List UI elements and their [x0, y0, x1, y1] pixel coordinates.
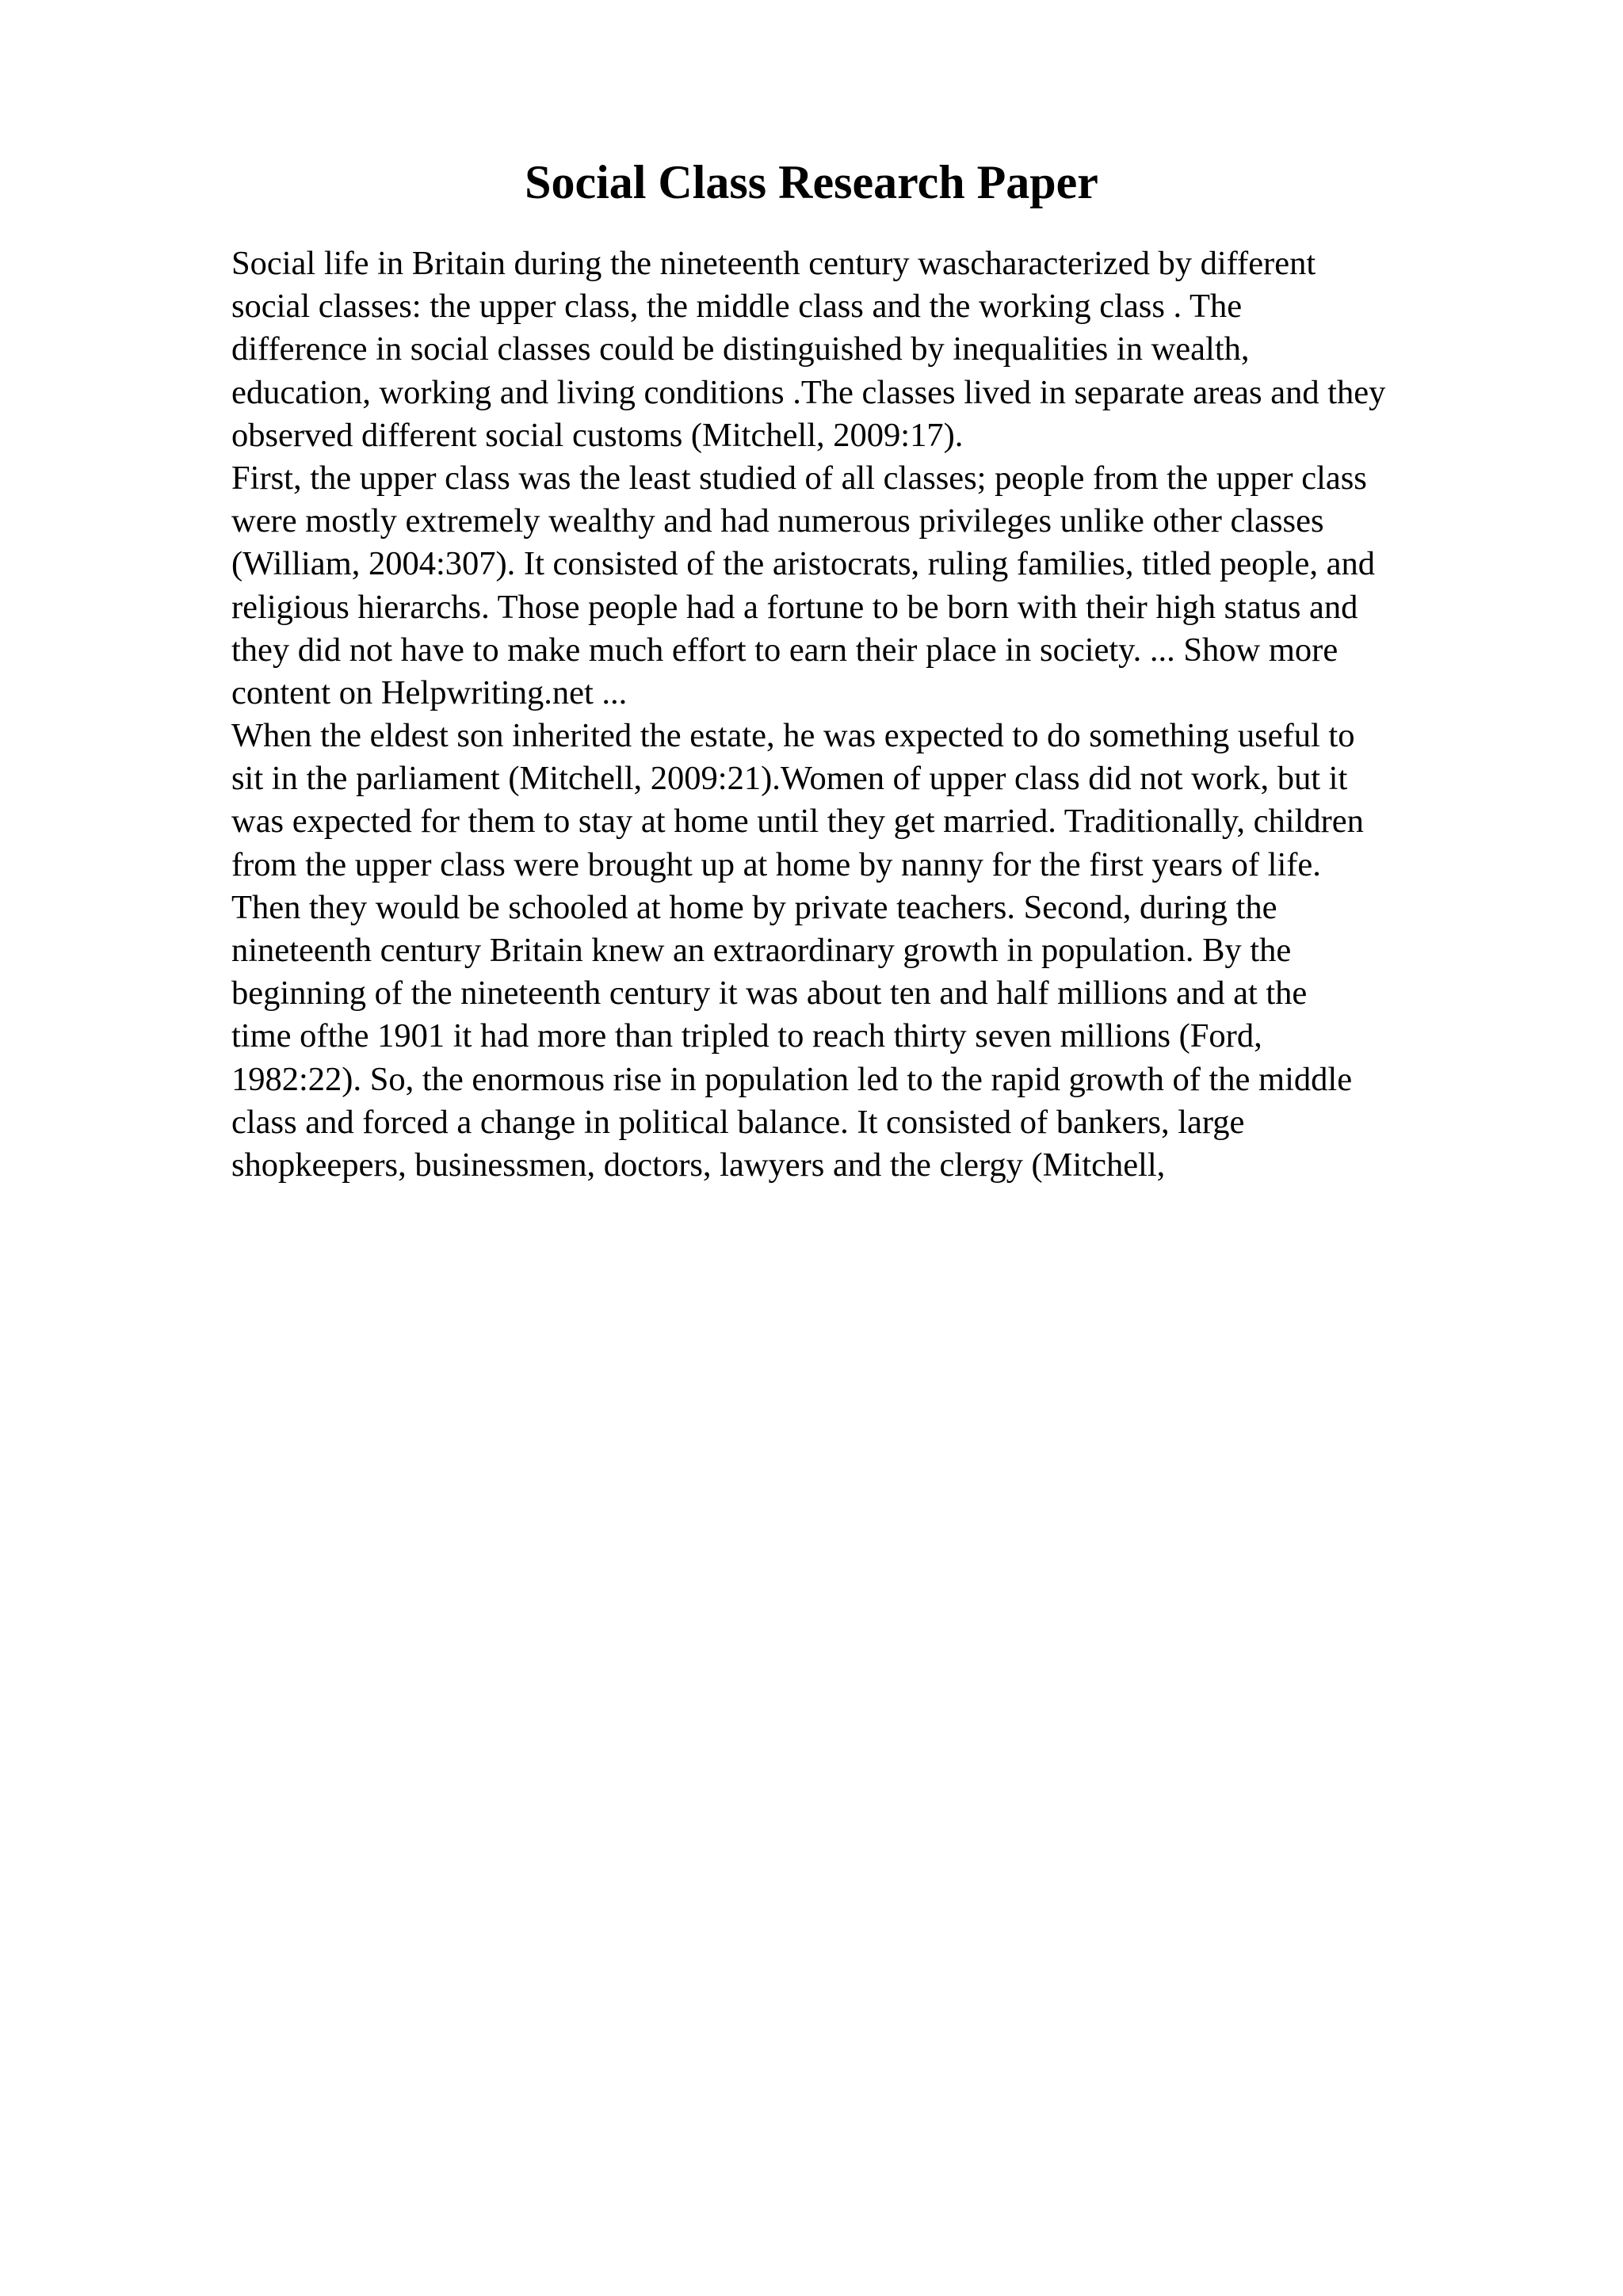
text-line: education, working and living conditions .The classes lived in separate areas and they	[231, 373, 1386, 411]
text-line: religious hierarchs. Those people had a fortune to be born with their high status and	[231, 588, 1358, 626]
text-line: beginning of the nineteenth century it was about ten and half millions and at the	[231, 974, 1308, 1013]
text-line: 1982:22). So, the enormous rise in population led to the rapid growth of the middle	[231, 1060, 1353, 1098]
text-line: was expected for them to stay at home until they get married. Traditionally, children	[231, 803, 1364, 841]
text-line: content on Helpwriting.net ...	[231, 673, 628, 711]
page-title: Social Class Research Paper	[525, 156, 1098, 208]
text-line: from the upper class were brought up at home by nanny for the first years of life.	[231, 845, 1321, 883]
body-text	[231, 242, 1515, 1187]
text-line: were mostly extremely wealthy and had numerous privileges unlike other classes	[231, 502, 1324, 540]
text-line: time ofthe 1901 it had more than tripled to reach thirty seven millions (Ford,	[231, 1017, 1262, 1055]
text-line: Social life in Britain during the nineteenth century wascharacterized by different	[231, 245, 1316, 282]
text-line: difference in social classes could be distinguished by inequalities in wealth,	[231, 330, 1250, 368]
text-line: observed different social customs (Mitchell, 2009:17).	[231, 416, 964, 454]
text-line: class and forced a change in political balance. It consisted of bankers, large	[231, 1103, 1245, 1141]
text-line: First, the upper class was the least studied of all classes; people from the upper class	[231, 459, 1367, 497]
text-line: shopkeepers, businessmen, doctors, lawyers and the clergy (Mitchell,	[231, 1146, 1166, 1184]
text-line: (William, 2004:307). It consisted of the aristocrats, ruling families, titled people, and	[231, 545, 1375, 583]
text-line: nineteenth century Britain knew an extraordinary growth in population. By the	[231, 932, 1292, 969]
text-line: When the eldest son inherited the estate, he was expected to do something useful to	[231, 717, 1355, 755]
text-line: they did not have to make much effort to earn their place in society. ... Show more	[231, 631, 1338, 669]
text-line: sit in the parliament (Mitchell, 2009:21).Women of upper class did not work, but it	[231, 760, 1348, 798]
text-line: Then they would be schooled at home by private teachers. Second, during the	[231, 888, 1277, 926]
text-line: social classes: the upper class, the middle class and the working class . The	[231, 288, 1243, 326]
